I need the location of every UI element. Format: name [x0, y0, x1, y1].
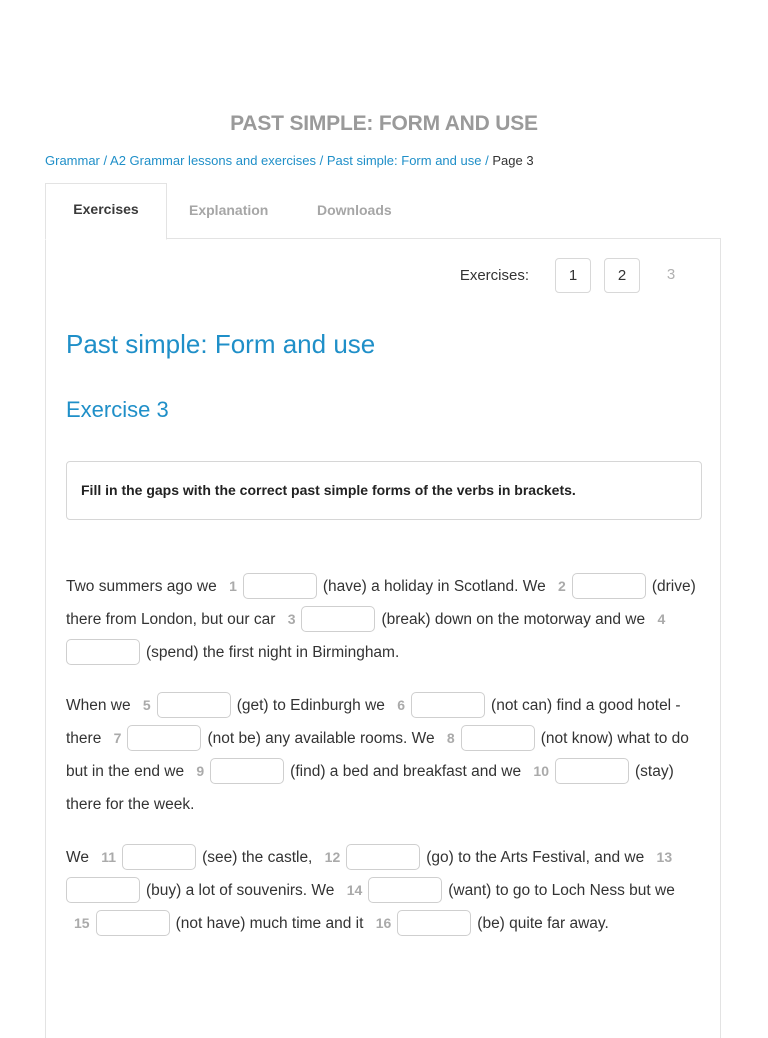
tab-downloads[interactable]: Downloads — [317, 202, 392, 218]
gap-number: 2 — [558, 578, 566, 594]
exercise-title: Exercise 3 — [66, 397, 169, 422]
gap-number: 1 — [229, 578, 237, 594]
breadcrumb-separator: / — [319, 153, 324, 168]
gap-input-5[interactable] — [157, 692, 231, 718]
gap-number: 14 — [346, 882, 363, 898]
gap-input-14[interactable] — [368, 877, 442, 903]
gap-input-8[interactable] — [461, 725, 535, 751]
instruction-box: Fill in the gaps with the correct past simple forms of the verbs in brackets. — [66, 461, 702, 520]
exercise-pagination — [460, 258, 689, 293]
gap-input-6[interactable] — [411, 692, 485, 718]
gap-number: 4 — [657, 611, 666, 627]
breadcrumb-link-a2-grammar[interactable]: A2 Grammar lessons and exercises — [110, 153, 316, 168]
exercise-text: (not be) any available rooms. We — [207, 730, 439, 747]
gap-number: 11 — [101, 849, 117, 865]
tab-exercises[interactable]: Exercises — [45, 183, 167, 240]
gap-input-7[interactable] — [127, 725, 201, 751]
exercise-panel — [45, 238, 721, 1038]
gap-number: 5 — [142, 697, 151, 713]
exercise-text: (not have) much time and it — [175, 915, 368, 932]
exercise-text: We — [66, 849, 94, 866]
breadcrumb — [45, 153, 534, 168]
exercise-text: (go) to the Arts Festival, and we — [426, 849, 649, 866]
gap-number: 12 — [324, 849, 341, 865]
breadcrumb-link-past-simple[interactable]: Past simple: Form and use — [326, 153, 482, 168]
exercise-text: (be) quite far away. — [477, 915, 609, 932]
gap-number: 15 — [74, 915, 90, 931]
exercise-text: (not know) what to do but in the end we — [66, 730, 689, 780]
gap-number: 6 — [397, 697, 406, 713]
gap-number: 3 — [287, 611, 296, 627]
tab-explanation[interactable]: Explanation — [189, 202, 269, 218]
breadcrumb-link-grammar[interactable]: Grammar — [45, 153, 100, 168]
gap-input-3[interactable] — [301, 606, 375, 632]
gap-input-4[interactable] — [66, 639, 140, 665]
gap-input-13[interactable] — [66, 877, 140, 903]
gap-input-15[interactable] — [96, 910, 170, 936]
breadcrumb-separator: / — [485, 153, 489, 168]
exercise-paragraph-1 — [66, 570, 706, 669]
gap-number: 8 — [446, 730, 455, 746]
breadcrumb-separator: / — [103, 153, 108, 168]
exercise-page-2-button[interactable]: 2 — [604, 258, 640, 293]
exercise-text: (get) to Edinburgh we — [236, 697, 390, 714]
gap-input-9[interactable] — [210, 758, 284, 784]
exercise-text: Two summers ago we — [66, 578, 222, 595]
exercise-page-current: 3 — [653, 258, 689, 293]
exercise-paragraph-2 — [66, 689, 706, 821]
exercise-pagination-label: Exercises: — [459, 267, 529, 284]
lesson-title: Past simple: Form and use — [66, 329, 376, 359]
breadcrumb-current: Page 3 — [492, 153, 534, 168]
gap-input-1[interactable] — [243, 573, 317, 599]
gap-input-11[interactable] — [122, 844, 196, 870]
gap-number: 16 — [375, 915, 392, 931]
exercise-text: (spend) the first night in Birmingham. — [146, 644, 400, 661]
exercise-text: When we — [66, 697, 135, 714]
exercise-paragraph-3 — [66, 841, 706, 940]
exercise-text: (find) a bed and breakfast and we — [290, 763, 526, 780]
gap-number: 10 — [533, 763, 549, 779]
gap-input-12[interactable] — [346, 844, 420, 870]
exercise-text: (drive) there from London, but our car — [66, 578, 696, 628]
gap-input-16[interactable] — [397, 910, 471, 936]
exercise-text: (buy) a lot of souvenirs. We — [146, 882, 339, 899]
gap-number: 7 — [113, 730, 122, 746]
exercise-text: (break) down on the motorway and we — [381, 611, 650, 628]
gap-number: 9 — [196, 763, 205, 779]
page-title: PAST SIMPLE: FORM AND USE — [230, 112, 538, 135]
gap-input-2[interactable] — [572, 573, 646, 599]
exercise-page-1-button[interactable]: 1 — [555, 258, 591, 293]
exercise-text: (see) the castle, — [202, 849, 317, 866]
exercise-text: (want) to go to Loch Ness but we — [448, 882, 675, 899]
exercise-text: (stay) there for the week. — [66, 763, 674, 813]
gap-number: 13 — [656, 849, 673, 865]
exercise-text: (have) a holiday in Scotland. We — [322, 578, 551, 595]
exercise-text: (not can) find a good hotel - there — [66, 697, 681, 747]
gap-input-10[interactable] — [555, 758, 629, 784]
